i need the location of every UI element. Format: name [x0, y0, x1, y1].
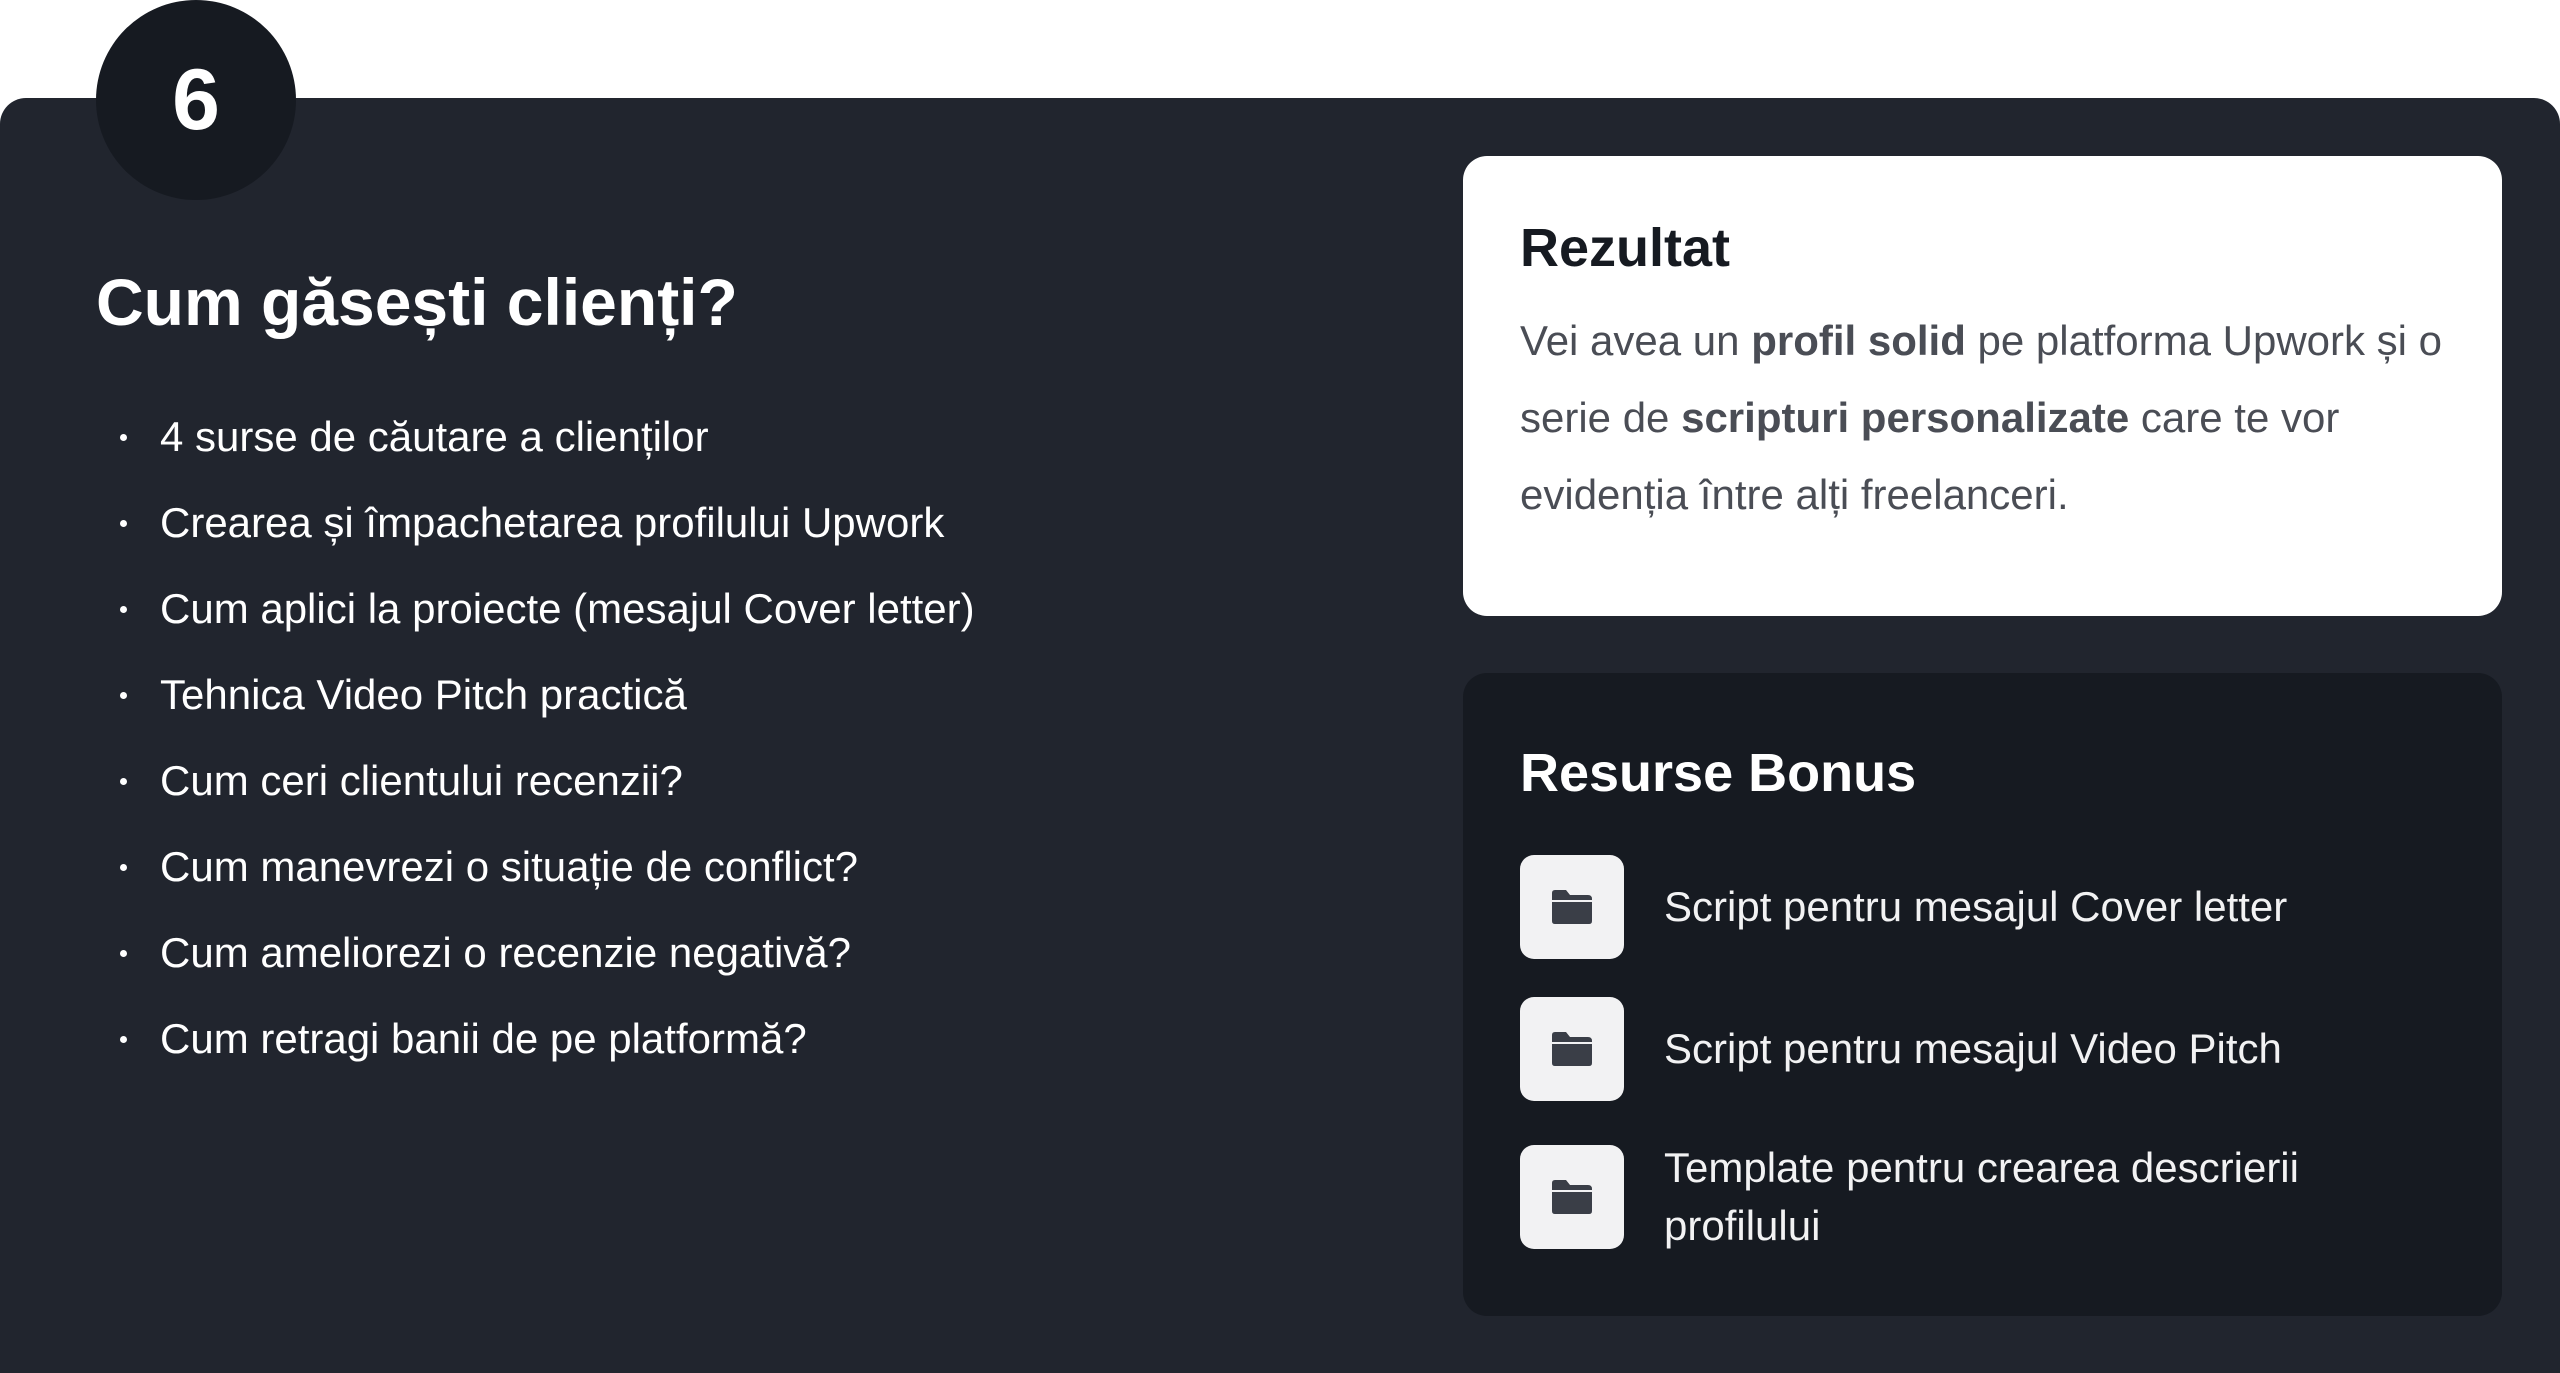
folder-glyph — [1548, 1029, 1596, 1069]
result-text-part: pe platforma Upwork și o serie de — [1520, 317, 2443, 441]
result-emphasis: profil solid — [1751, 317, 1966, 364]
bullet-icon — [120, 950, 127, 957]
topic-label: Tehnica Video Pitch practică — [160, 671, 687, 718]
result-description — [1520, 302, 2445, 533]
topic-item — [120, 830, 975, 916]
topic-item — [120, 658, 975, 744]
folder-glyph — [1548, 887, 1596, 927]
module-number: 6 — [172, 51, 220, 148]
folder-glyph — [1548, 1177, 1596, 1217]
result-card — [1463, 156, 2502, 616]
topic-label: Cum ceri clientului recenzii? — [160, 757, 683, 804]
bullet-icon — [120, 606, 127, 613]
topic-item — [120, 572, 975, 658]
topics-list — [120, 400, 975, 1088]
bonus-item[interactable] — [1520, 997, 2445, 1101]
topic-label: Crearea și împachetarea profilului Upwork — [160, 499, 945, 546]
topic-label: Cum manevrezi o situație de conflict? — [160, 843, 858, 890]
folder-icon — [1520, 1145, 1624, 1249]
bonus-resources-card — [1463, 673, 2502, 1316]
module-title: Cum găsești clienți? — [96, 265, 738, 339]
bullet-icon — [120, 864, 127, 871]
topic-item — [120, 1002, 975, 1088]
topic-item — [120, 916, 975, 1002]
topic-label: Cum retragi banii de pe platformă? — [160, 1015, 807, 1062]
bonus-item[interactable] — [1520, 855, 2445, 959]
topic-label: Cum ameliorezi o recenzie negativă? — [160, 929, 852, 976]
folder-icon — [1520, 855, 1624, 959]
result-text-part: Vei avea un — [1520, 317, 1752, 364]
bonus-list — [1520, 855, 2445, 1255]
bonus-title: Resurse Bonus — [1520, 743, 1917, 803]
topic-label: Cum aplici la proiecte (mesajul Cover letter) — [160, 585, 975, 632]
topic-item — [120, 744, 975, 830]
bullet-icon — [120, 778, 127, 785]
bonus-item-label: Template pentru crearea descrierii profilului — [1664, 1144, 2299, 1249]
folder-icon — [1520, 997, 1624, 1101]
bullet-icon — [120, 692, 127, 699]
module-number-badge — [96, 0, 296, 200]
result-text-part: care te vor evidenția între alți freelanceri. — [1520, 394, 2340, 518]
bonus-item-label: Script pentru mesajul Video Pitch — [1664, 1025, 2282, 1072]
bullet-icon — [120, 520, 127, 527]
topic-item — [120, 486, 975, 572]
bullet-icon — [120, 434, 127, 441]
bonus-item-label: Script pentru mesajul Cover letter — [1664, 883, 2288, 930]
topic-label: 4 surse de căutare a clienților — [160, 413, 709, 460]
bullet-icon — [120, 1036, 127, 1043]
result-emphasis: scripturi personalizate — [1681, 394, 2130, 441]
result-title: Rezultat — [1520, 218, 1731, 278]
bonus-item[interactable] — [1520, 1139, 2445, 1255]
topic-item — [120, 400, 975, 486]
